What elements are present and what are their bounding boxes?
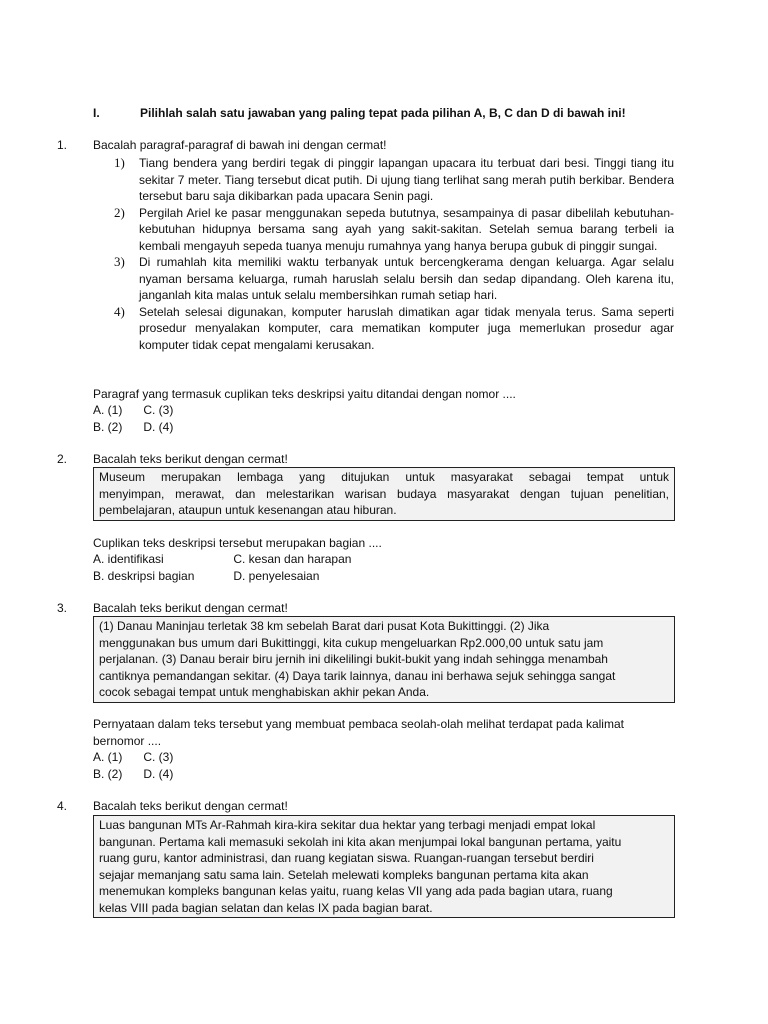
paragraph-number: 2) <box>114 204 125 220</box>
option-a[interactable]: A. (1) <box>93 403 123 417</box>
option-c[interactable]: C. (3) <box>143 403 174 417</box>
box-line: ruang guru, kantor administrasi, dan ruang kegiatan siswa. Ruangan-ruangan tersebut berdiri <box>99 851 594 865</box>
box-line: bangunan. Pertama kali memasuki sekolah ini kita akan menjumpai lokal bangunan pertama, yaitu <box>99 834 622 849</box>
box-line: menemukan kompleks bangunan kelas yaitu, ruang kelas VII yang ada pada bagian utara, ruang <box>99 884 613 898</box>
box-line: perjalanan. (3) Danau berair biru jernih ini dikelilingi bukit-bukit yang indah sehingga menambah <box>99 652 608 666</box>
option-a[interactable]: A. (1) <box>93 750 123 764</box>
question-label: Bacalah teks berikut dengan cermat! <box>93 799 288 813</box>
option-b[interactable]: B. deskripsi bagian <box>93 568 195 583</box>
box-line: cocok sebagai tempat untuk menghabiskan akhir pekan Anda. <box>99 685 430 699</box>
question-number: 3. <box>57 601 68 615</box>
question-4-text-box <box>93 815 675 918</box>
option-a[interactable]: A. identifikasi <box>93 552 164 566</box>
question-1-prompt: Paragraf yang termasuk cuplikan teks deskripsi yaitu ditandai dengan nomor .... <box>93 387 516 401</box>
paragraph-number: 3) <box>114 254 125 269</box>
question-2-options <box>93 551 351 584</box>
box-line: cantiknya pemandangan sekitar. (4) Daya tarik lainnya, danau ini berhawa sejuk sehingga sangat <box>99 668 616 683</box>
question-label: Bacalah teks berikut dengan cermat! <box>93 601 288 615</box>
paragraph-list <box>57 155 677 353</box>
question-number: 2. <box>57 452 68 466</box>
section-instruction: Pilihlah salah satu jawaban yang paling tepat pada pilihan A, B, C dan D di bawah ini! <box>140 106 626 120</box>
paragraph-item <box>57 254 677 304</box>
paragraph-number: 1) <box>114 155 125 170</box>
question-label: Bacalah paragraf-paragraf di bawah ini dengan cermat! <box>93 138 387 152</box>
paragraph-item <box>57 205 677 255</box>
question-3-prompt <box>93 716 678 749</box>
option-c[interactable]: C. kesan dan harapan <box>233 552 352 566</box>
option-d[interactable]: D. (4) <box>143 766 174 781</box>
question-number: 4. <box>57 799 68 813</box>
question-number: 1. <box>57 138 68 152</box>
box-line: Luas bangunan MTs Ar-Rahmah kira-kira sekitar dua hektar yang terbagi menjadi empat lokal <box>99 818 596 832</box>
option-d[interactable]: D. (4) <box>143 419 174 434</box>
option-b[interactable]: B. (2) <box>93 419 123 434</box>
box-line: menyimpan, merawat, dan melestarikan warisan budaya masyarakat dengan tujuan penelitian, <box>99 486 669 501</box>
question-label: Bacalah teks berikut dengan cermat! <box>93 452 288 466</box>
question-2-text-box <box>93 467 675 521</box>
box-line: sejajar memanjang satu sama lain. Setelah melewati kompleks bangunan pertama kita akan <box>99 867 589 882</box>
box-line: kelas VIII pada bagian selatan dan kelas IX pada bagian barat. <box>99 900 433 915</box>
question-3-options <box>93 749 173 782</box>
question-3-text-box <box>93 616 675 703</box>
paragraph-number: 4) <box>114 303 125 319</box>
box-line: (1) Danau Maninjau terletak 38 km sebelah Barat dari pusat Kota Bukittinggi. (2) Jika <box>99 619 550 633</box>
box-line: Museum merupakan lembaga yang ditujukan untuk masyarakat sebagai tempat untuk <box>99 470 669 484</box>
option-c[interactable]: C. (3) <box>143 750 174 764</box>
paragraph-text: Tiang bendera yang berdiri tegak di pinggir lapangan upacara itu terbuat dari besi. Tinggi tiang itu sekitar 7 meter. Tiang tersebut dicat putih. Di ujung tiang terlihat sang merah putih berkibar. Bendera tersebut baru saja dikibarkan pada upacara Senin pagi. <box>139 156 674 203</box>
box-line: menggunakan bus umum dari Bukittinggi, kita cukup mengeluarkan Rp2.000,00 untuk satu jam <box>99 635 604 650</box>
paragraph-text: Pergilah Ariel ke pasar menggunakan sepeda bututnya, sesampainya di pasar dibelilah kebutuhan-kebutuhan hidupnya bersama sang ayah yang sakit-sakitan. Setelah semua barang terbeli ia kembali mengayuh sepeda tuanya menuju rumahnya yang hanya berupa gubuk di pinggir sungai. <box>139 205 674 253</box>
section-number: I. <box>93 106 100 120</box>
option-b[interactable]: B. (2) <box>93 766 123 781</box>
option-d[interactable]: D. penyelesaian <box>233 568 320 583</box>
paragraph-item <box>57 304 677 354</box>
paragraph-text: Setelah selesai digunakan, komputer haruslah dimatikan agar tidak menyala terus. Sama seperti prosedur menyalakan komputer, cara mematikan komputer juga memerlukan prosedur agar komputer tidak cepat mengalami kerusakan. <box>139 304 674 352</box>
prompt-line: Pernyataan dalam teks tersebut yang membuat pembaca seolah-olah melihat terdapat pada kalimat <box>93 717 624 731</box>
question-1-options <box>93 402 173 435</box>
prompt-line: bernomor .... <box>93 733 162 748</box>
question-2-prompt: Cuplikan teks deskripsi tersebut merupakan bagian .... <box>93 536 382 550</box>
box-line: pembelajaran, ataupun untuk kesenangan atau hiburan. <box>99 503 397 517</box>
paragraph-text: Di rumahlah kita memiliki waktu terbanyak untuk bercengkerama dengan keluarga. Agar selalu nyaman bersama keluarga, rumah haruslah selalu bersih dan sedap dipandang. Oleh karena itu, janganlah kita malas untuk selalu membersihkan rumah setiap hari. <box>139 255 674 302</box>
paragraph-item <box>57 155 677 205</box>
